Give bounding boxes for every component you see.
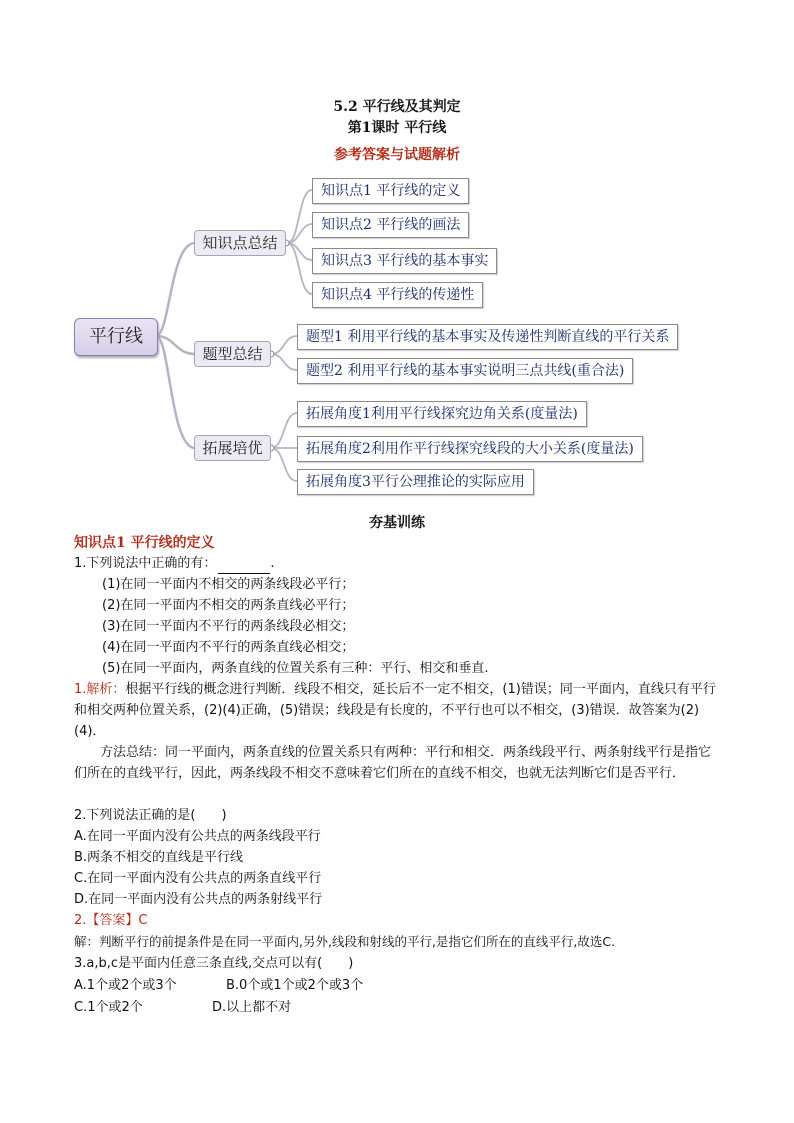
section-heading: 5.2 平行线及其判定: [333, 99, 461, 115]
q1-option: (5)在同一平面内，两条直线的位置关系有三种：平行、相交和垂直.: [102, 661, 489, 676]
q1-option: (4)在同一平面内不平行的两条直线必相交；: [102, 640, 355, 655]
mindmap-leaf: 知识点4 平行线的传递性: [312, 282, 483, 308]
q3-option-a: A.1个或2个或3个: [74, 978, 177, 993]
mindmap-leaf: 知识点2 平行线的画法: [312, 212, 469, 238]
mindmap-leaf: 题型1 利用平行线的基本事实及传递性判断直线的平行关系: [297, 324, 678, 350]
answer-title: 参考答案与试题解析: [334, 147, 460, 163]
q2-solution: 解：判断平行的前提条件是在同一平面内,另外,线段和射线的平行,是指它们所在的直线平行,故选C.: [74, 934, 616, 949]
mindmap-branch-knowledge: 知识点总结: [194, 230, 286, 256]
q3-stem: 3.a,b,c是平面内任意三条直线,交点可以有( ): [74, 956, 354, 971]
q1-analysis-text: 根据平行线的概念进行判断．线段不相交，延长后不一定不相交，(1)错误；同一平面内，直线只有平行和相交两种位置关系，(2)(4)正确，(5)错误；线段是有长度的，不平行也可以不相交，(3)错误．故答案为(2)(4)．: [74, 682, 716, 739]
mindmap-leaf: 拓展角度2利用作平行线探究线段的大小关系(度量法): [297, 436, 643, 462]
mindmap-leaf: 知识点1 平行线的定义: [312, 178, 469, 204]
q2-stem: 2.下列说法正确的是( ): [74, 808, 227, 823]
q3-option-c: C.1个或2个: [74, 1000, 143, 1015]
lesson-heading: 第1课时 平行线: [347, 120, 447, 136]
q1-option: (3)在同一平面内不平行的两条线段必相交；: [102, 619, 355, 634]
q1-option: (1)在同一平面内不相交的两条线段必平行；: [102, 577, 355, 592]
q3-option-d: D.以上都不对: [212, 1000, 292, 1015]
mindmap-leaf: 题型2 利用平行线的基本事实说明三点共线(重合法): [297, 358, 633, 384]
mindmap-branch-question-types: 题型总结: [194, 341, 271, 367]
q2-option: C.在同一平面内没有公共点的两条直线平行: [74, 871, 322, 886]
q1-stem-end: .: [270, 556, 275, 571]
q1-method-summary: 方法总结：同一平面内，两条直线的位置关系只有两种：平行和相交．两条线段平行、两条射线平行是指它们所在的直线平行，因此，两条线段不相交不意味着它们所在的直线不相交，也就无法判断它们是否平行．: [74, 745, 712, 781]
q1-stem-text: 1.下列说法中正确的有：: [74, 556, 217, 571]
practice-section-title: 夯基训练: [369, 515, 425, 531]
q3-option-b: B.0个或1个或2个或3个: [226, 978, 364, 993]
q2-option: D.在同一平面内没有公共点的两条射线平行: [74, 892, 323, 907]
knowledge-point-title: 知识点1 平行线的定义: [74, 535, 215, 551]
mindmap-branch-extension: 拓展培优: [194, 435, 271, 461]
q1-option: (2)在同一平面内不相交的两条直线必平行；: [102, 598, 355, 613]
q1-analysis: [74, 679, 722, 742]
mindmap-leaf: 知识点3 平行线的基本事实: [312, 248, 497, 274]
mindmap-leaf: 拓展角度3平行公理推论的实际应用: [297, 469, 534, 495]
q2-option: B.两条不相交的直线是平行线: [74, 850, 244, 865]
q1-stem: [74, 553, 275, 574]
q2-option: A.在同一平面内没有公共点的两条线段平行: [74, 829, 321, 844]
q2-answer: 2.【答案】C: [74, 913, 148, 928]
mindmap-root: 平行线: [74, 318, 158, 356]
answer-blank: [218, 559, 270, 574]
q1-analysis-label: 1.解析：: [74, 682, 126, 697]
mindmap-leaf: 拓展角度1利用平行线探究边角关系(度量法): [297, 401, 587, 427]
